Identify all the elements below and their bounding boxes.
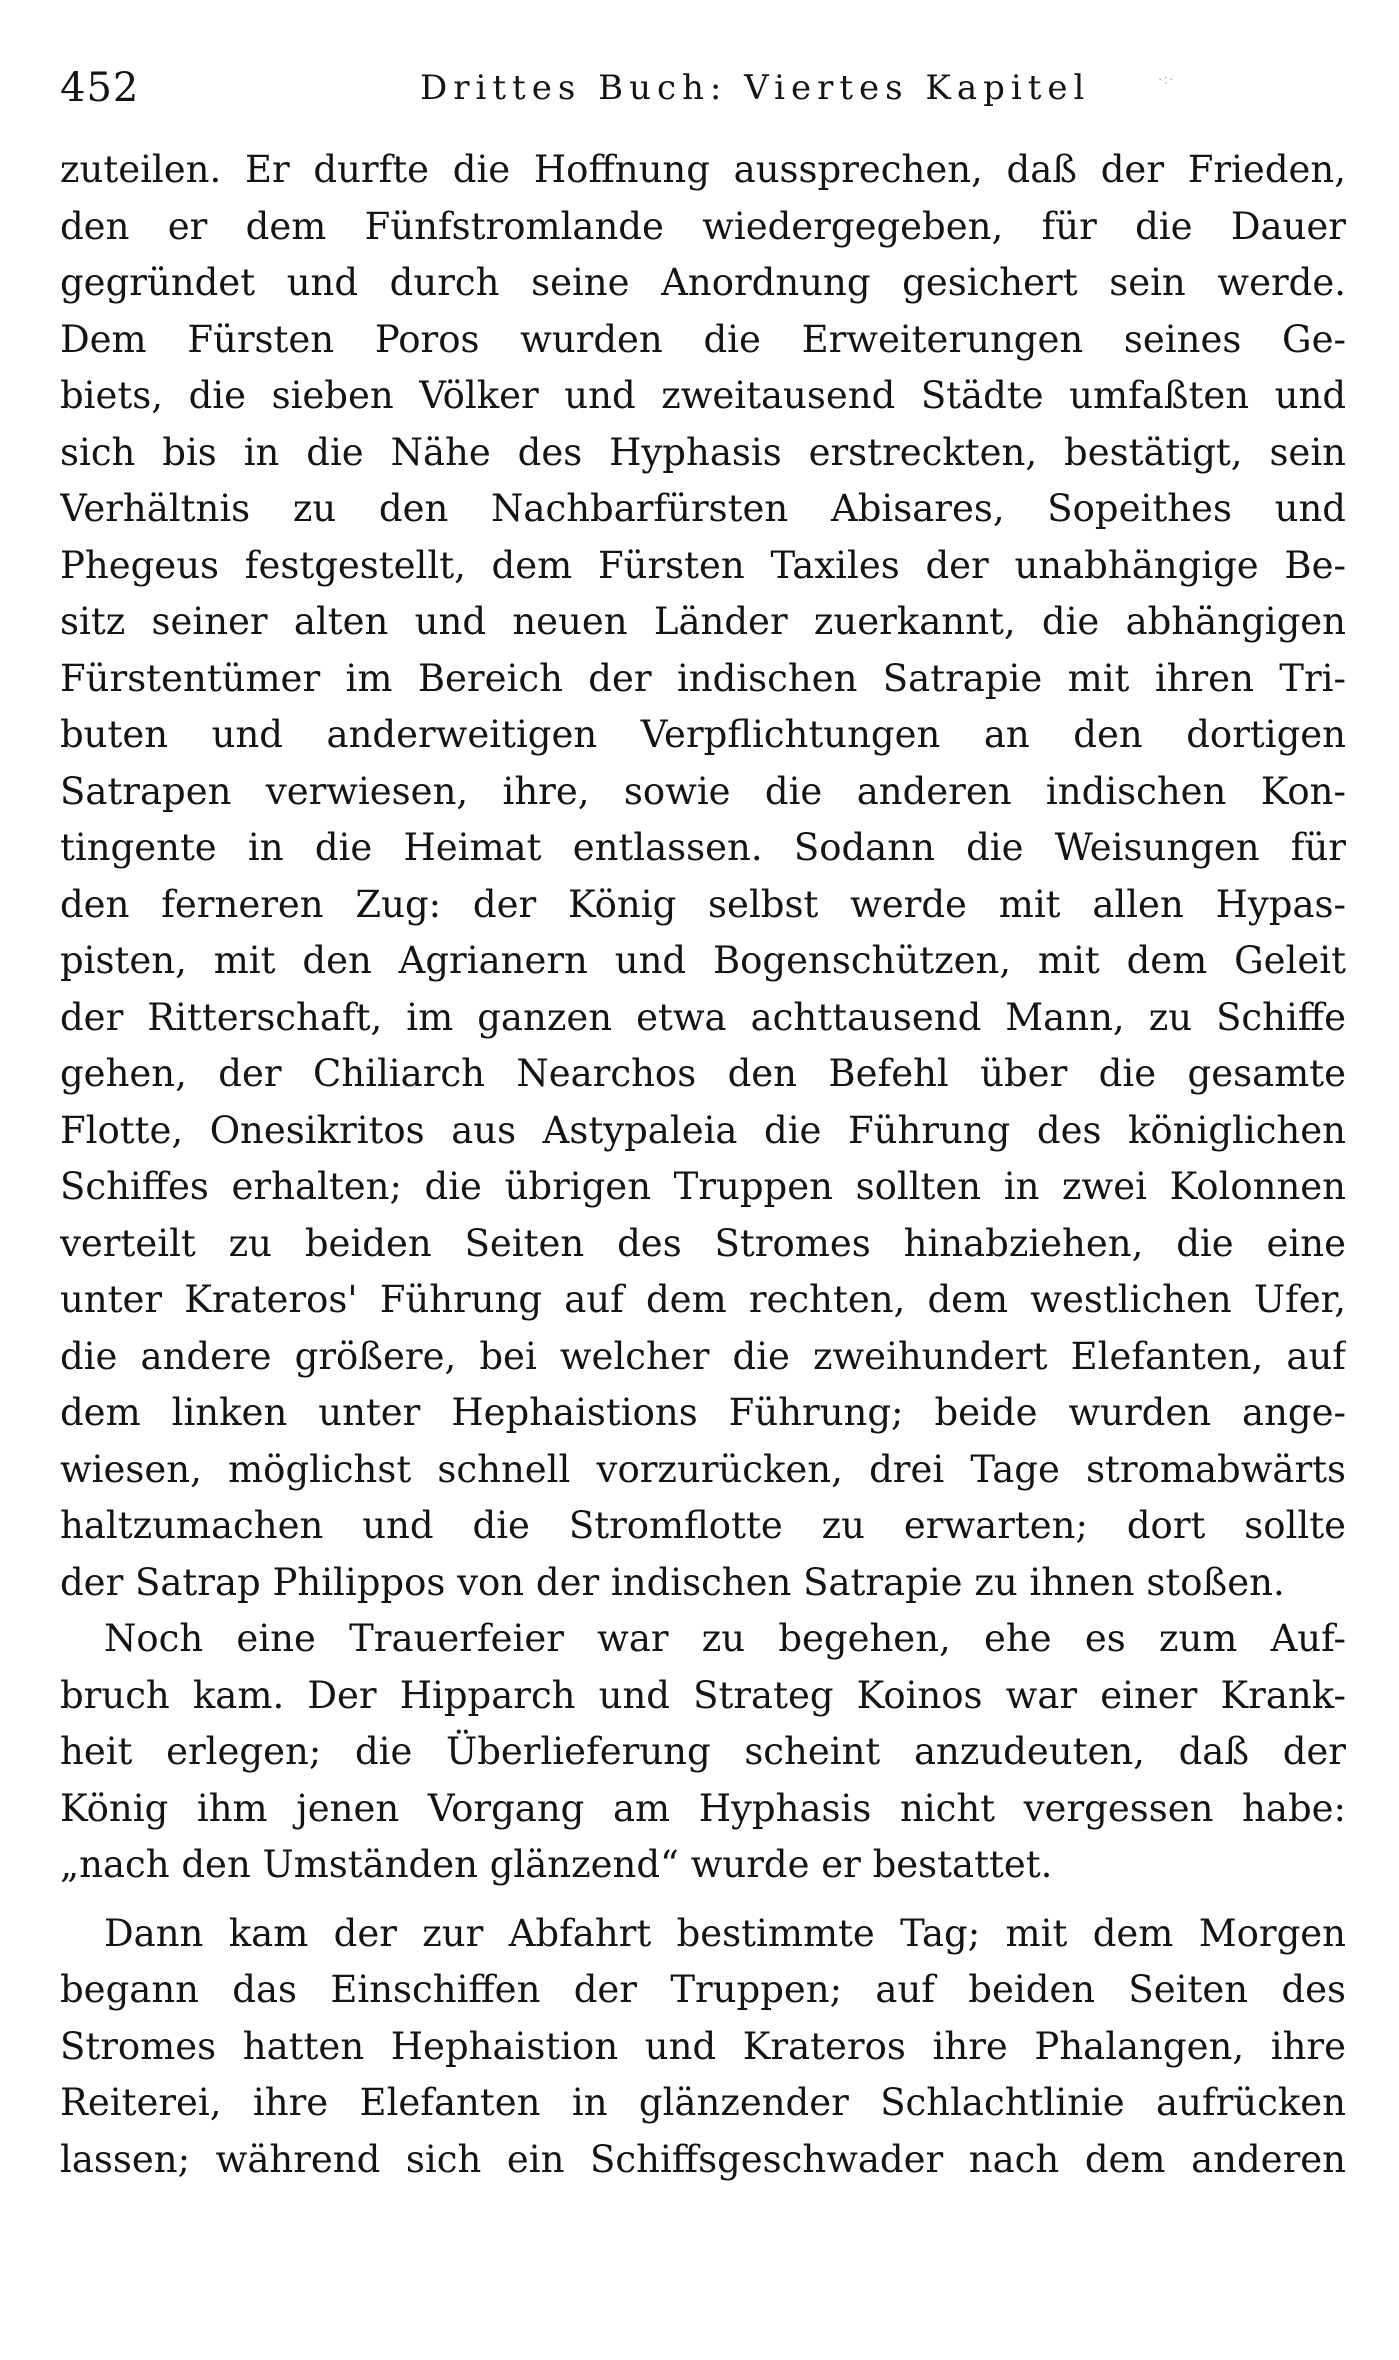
text-line: biets, die sieben Völker und zweitausend Städte umfaßten und xyxy=(60,374,1346,417)
text-line: den er dem Fünfstromlande wiedergegeben, für die Dauer xyxy=(60,204,1346,248)
text-line: sitz seiner alten und neuen Länder zuerkannt, die abhängigen xyxy=(60,600,1346,643)
text-line: Verhältnis zu den Nachbarfürsten Abisares, Sopeithes und xyxy=(60,487,1346,530)
text-line: buten und anderweitigen Verpflichtungen an den dortigen xyxy=(60,713,1346,756)
paragraph-1 xyxy=(60,142,1346,1611)
text-line: sich bis in die Nähe des Hyphasis erstreckten, bestätigt, sein xyxy=(60,430,1346,474)
text-line: dem linken unter Hephaistions Führung; beide wurden ange- xyxy=(60,1391,1346,1434)
text-line: heit erlegen; die Überlieferung scheint anzudeuten, daß der xyxy=(60,1730,1346,1773)
corner-mark: ·:· xyxy=(1158,72,1175,88)
paragraph-2 xyxy=(60,1611,1346,1894)
text-line: wiesen, möglichst schnell vorzurücken, drei Tage stromabwärts xyxy=(60,1447,1346,1491)
page-number: 452 xyxy=(60,65,140,111)
paragraph-3 xyxy=(60,1906,1346,2189)
text-line: Dem Fürsten Poros wurden die Erweiterungen seines Ge- xyxy=(60,317,1346,361)
paragraph-gap xyxy=(60,1894,1346,1906)
text-line: lassen; während sich ein Schiffsgeschwader nach dem anderen xyxy=(60,2137,1346,2181)
running-head: Drittes Buch: Viertes Kapitel xyxy=(420,68,1091,108)
text-line: gegründet und durch seine Anordnung gesichert sein werde. xyxy=(60,261,1346,304)
text-line: bruch kam. Der Hipparch und Strateg Koinos war einer Krank- xyxy=(60,1673,1346,1717)
text-line: die andere größere, bei welcher die zweihundert Elefanten, auf xyxy=(60,1334,1346,1378)
text-line: verteilt zu beiden Seiten des Stromes hinabziehen, die eine xyxy=(60,1221,1346,1265)
text-line: der Satrap Philippos von der indischen Satrapie zu ihnen stoßen. xyxy=(60,1560,1285,1604)
text-line: Schiffes erhalten; die übrigen Truppen sollten in zwei Kolonnen xyxy=(60,1165,1346,1208)
text-line: Stromes hatten Hephaistion und Krateros ihre Phalangen, ihre xyxy=(60,2024,1346,2068)
text-line: tingente in die Heimat entlassen. Sodann die Weisungen für xyxy=(60,826,1346,869)
text-line: „nach den Umständen glänzend“ wurde er bestattet. xyxy=(60,1843,1053,1886)
text-line: haltzumachen und die Stromflotte zu erwarten; dort sollte xyxy=(60,1504,1346,1547)
text-line: unter Krateros' Führung auf dem rechten, dem westlichen Ufer, xyxy=(60,1278,1346,1321)
text-line: zuteilen. Er durfte die Hoffnung aussprechen, daß der Frieden, xyxy=(60,148,1346,191)
text-line: Phegeus festgestellt, dem Fürsten Taxiles der unabhängige Be- xyxy=(60,543,1346,587)
text-line: der Ritterschaft, im ganzen etwa achttausend Mann, zu Schiffe xyxy=(60,995,1346,1039)
page-header xyxy=(60,58,1350,118)
text-line: Flotte, Onesikritos aus Astypaleia die Führung des königlichen xyxy=(60,1108,1346,1152)
text-line: begann das Einschiffen der Truppen; auf beiden Seiten des xyxy=(60,1968,1346,2011)
body-text xyxy=(60,142,1346,2188)
text-line: Fürstentümer im Bereich der indischen Satrapie mit ihren Tri- xyxy=(60,656,1346,700)
text-line: Dann kam der zur Abfahrt bestimmte Tag; mit dem Morgen xyxy=(104,1911,1346,1955)
text-line: gehen, der Chiliarch Nearchos den Befehl über die gesamte xyxy=(60,1052,1346,1095)
text-line: Satrapen verwiesen, ihre, sowie die anderen indischen Kon- xyxy=(60,769,1346,813)
text-line: pisten, mit den Agrianern und Bogenschützen, mit dem Geleit xyxy=(60,939,1346,982)
text-line: Reiterei, ihre Elefanten in glänzender Schlachtlinie aufrücken xyxy=(60,2081,1346,2124)
text-line: König ihm jenen Vorgang am Hyphasis nicht vergessen habe: xyxy=(60,1786,1346,1830)
text-line: Noch eine Trauerfeier war zu begehen, ehe es zum Auf- xyxy=(104,1617,1346,1660)
text-line: den ferneren Zug: der König selbst werde mit allen Hypas- xyxy=(60,882,1346,926)
